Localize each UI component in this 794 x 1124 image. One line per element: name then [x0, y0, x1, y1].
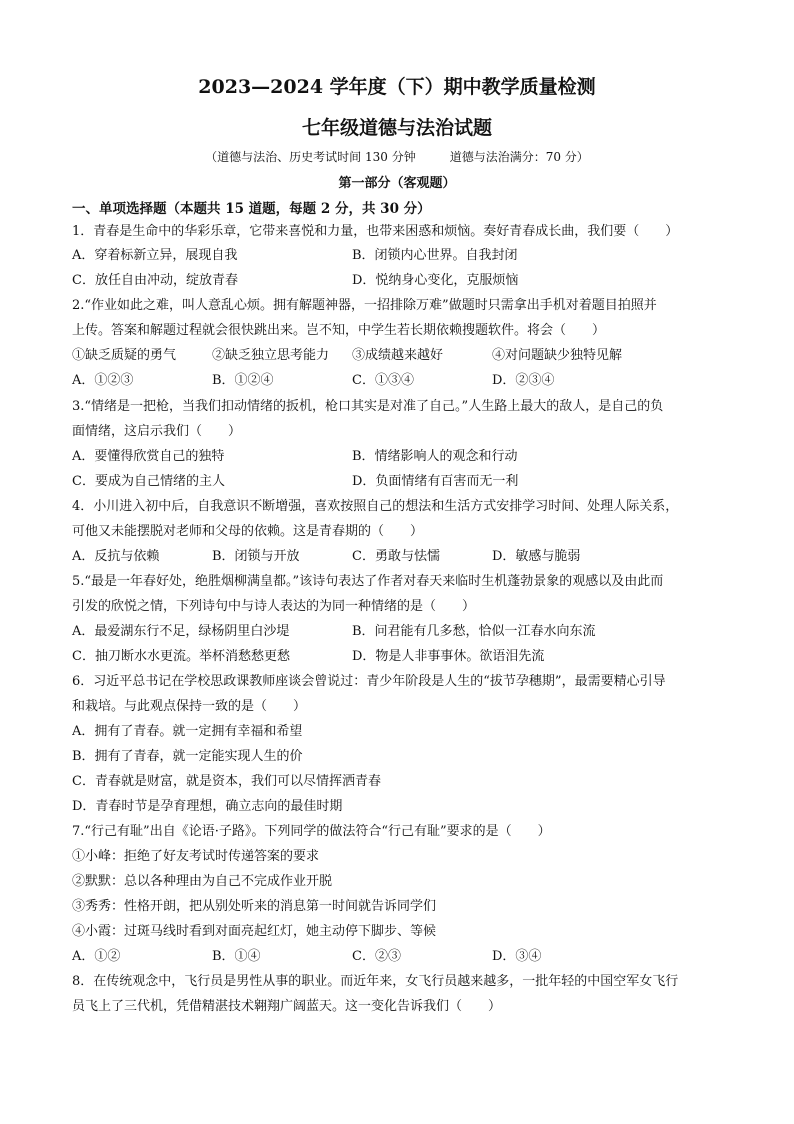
- q2-option-a: A．①②③: [72, 373, 134, 388]
- q4-option-d: D．敏感与脆弱: [492, 549, 581, 564]
- section-heading: 一、单项选择题（本题共 15 道题，每题 2 分，共 30 分）: [72, 201, 431, 217]
- q3-stem-line1: 3.“情绪是一把枪，当我们扣动情绪的扳机，枪口其实是对准了自己。”人生路上最大的敌人，是自己的负: [72, 399, 664, 414]
- q2-item-2: ②缺乏独立思考能力: [212, 348, 330, 363]
- q7-item-4: ④小霞：过斑马线时看到对面亮起红灯，她主动停下脚步、等候: [72, 924, 437, 939]
- q5-options-row1: [72, 622, 724, 642]
- q2-options: [72, 371, 724, 391]
- q2-item-1: ①缺乏质疑的勇气: [72, 348, 177, 363]
- q4-option-c: C．勇敢与怯懦: [352, 549, 440, 564]
- q2-items: [72, 346, 724, 366]
- q3-options-row1: [72, 447, 724, 467]
- q6-option-d: D．青春时节是孕育理想，确立志向的最佳时期: [72, 799, 343, 814]
- q7-item-2: ②默默：总以各种理由为自己不完成作业开脱: [72, 874, 333, 889]
- q2-item-3: ③成绩越来越好: [352, 348, 444, 363]
- q2-stem-line1: 2.“作业如此之难，叫人意乱心烦。拥有解题神器，一招排除万难”做题时只需拿出手机对着题目拍照并: [72, 298, 657, 313]
- q6-option-b: B．拥有了青春，就一定能实现人生的价: [72, 749, 303, 764]
- q6-option-a: A．拥有了青春。就一定拥有幸福和希望: [72, 724, 303, 739]
- q8-stem-line2: 员飞上了三代机，凭借精湛技术翱翔广阔蓝天。这一变化告诉我们（ ）: [72, 999, 502, 1014]
- q1-options-row1: [72, 246, 724, 266]
- q6-stem-line2: 和栽培。与此观点保持一致的是（ ）: [72, 699, 307, 714]
- part-heading: 第一部分（客观题）: [338, 176, 456, 191]
- q7-stem: 7.“行己有耻”出自《论语·子路》。下列同学的做法符合“行己有耻”要求的是（ ）: [72, 824, 551, 839]
- q6-option-c: C．青春就是财富，就是资本，我们可以尽情挥洒青春: [72, 774, 381, 789]
- exam-subtitle: 七年级道德与法治试题: [301, 117, 492, 139]
- q7-option-a: A．①②: [72, 949, 121, 964]
- q2-option-c: C．①③④: [352, 373, 414, 388]
- q4-stem-line1: 4．小川进入初中后，自我意识不断增强，喜欢按照自己的想法和生活方式安排学习时间、处理人际关系，: [72, 499, 679, 514]
- q3-options-row2: [72, 472, 724, 492]
- q5-stem-line2: 引发的欣悦之情，下列诗句中与诗人表达的为同一种情绪的是（ ）: [72, 599, 476, 614]
- q2-stem-line2: 上传。答案和解题过程就会很快跳出来。岂不知，中学生若长期依赖搜题软件。将会（ ）: [72, 323, 606, 338]
- q5-stem-line1: 5.“最是一年春好处，绝胜烟柳满皇都。”该诗句表达了作者对春天来临时生机蓬勃景象的观感以及由此而: [72, 574, 664, 589]
- q6-stem-line1: 6．习近平总书记在学校思政课教师座谈会曾说过：青少年阶段是人生的“拔节孕穗期”，最需要精心引导: [72, 674, 666, 689]
- exam-title: 2023—2024 学年度（下）期中教学质量检测: [198, 76, 596, 98]
- q4-stem-line2: 可他又未能摆脱对老师和父母的依赖。这是青春期的（ ）: [72, 524, 424, 539]
- q1-options-row2: [72, 271, 724, 291]
- q5-option-d: D．物是人非事事休。欲语泪先流: [352, 649, 545, 664]
- q1-option-a: A．穿着标新立异，展现自我: [72, 248, 238, 263]
- q1-option-d: D．悦纳身心变化，克服烦恼: [352, 273, 519, 288]
- q2-option-b: B．①②④: [212, 373, 274, 388]
- q4-option-b: B．闭锁与开放: [212, 549, 300, 564]
- q7-option-b: B．①④: [212, 949, 261, 964]
- q1-option-b: B．闭锁内心世界。自我封闭: [352, 248, 518, 263]
- q7-option-c: C．②③: [352, 949, 401, 964]
- q5-options-row2: [72, 647, 724, 667]
- q3-option-d: D．负面情绪有百害而无一利: [352, 474, 519, 489]
- q3-option-c: C．要成为自己情绪的主人: [72, 474, 225, 489]
- exam-info: [0, 148, 794, 165]
- q2-item-4: ④对问题缺少独特见解: [492, 348, 623, 363]
- q7-item-1: ①小峰：拒绝了好友考试时传递答案的要求: [72, 849, 320, 864]
- q5-option-a: A．最爱湖东行不足，绿杨阴里白沙堤: [72, 624, 290, 639]
- q7-options: [72, 947, 724, 967]
- q5-option-b: B．问君能有几多愁，恰似一江春水向东流: [352, 624, 596, 639]
- q7-item-3: ③秀秀：性格开朗，把从别处听来的消息第一时间就告诉同学们: [72, 899, 437, 914]
- q1-stem: 1．青春是生命中的华彩乐章，它带来喜悦和力量，也带来困惑和烦恼。奏好青春成长曲，我们要（ ）: [72, 224, 679, 239]
- q4-options: [72, 547, 724, 567]
- q1-option-c: C．放任自由冲动，绽放青春: [72, 273, 238, 288]
- q7-option-d: D．③④: [492, 949, 542, 964]
- q3-option-b: B．情绪影响人的观念和行动: [352, 449, 518, 464]
- q2-option-d: D．②③④: [492, 373, 555, 388]
- q3-stem-line2: 面情绪，这启示我们（ ）: [72, 424, 242, 439]
- time-note: （道德与法治、历史考试时间 130 分钟: [205, 150, 416, 164]
- q4-option-a: A．反抗与依赖: [72, 549, 160, 564]
- q3-option-a: A．要懂得欣赏自己的独特: [72, 449, 225, 464]
- q8-stem-line1: 8．在传统观念中，飞行员是男性从事的职业。而近年来，女飞行员越来越多，一批年轻的中国空军女飞行: [72, 974, 679, 989]
- q5-option-c: C．抽刀断水水更流。举杯消愁愁更愁: [72, 649, 290, 664]
- score-note: 道德与法治满分：70 分）: [449, 150, 589, 164]
